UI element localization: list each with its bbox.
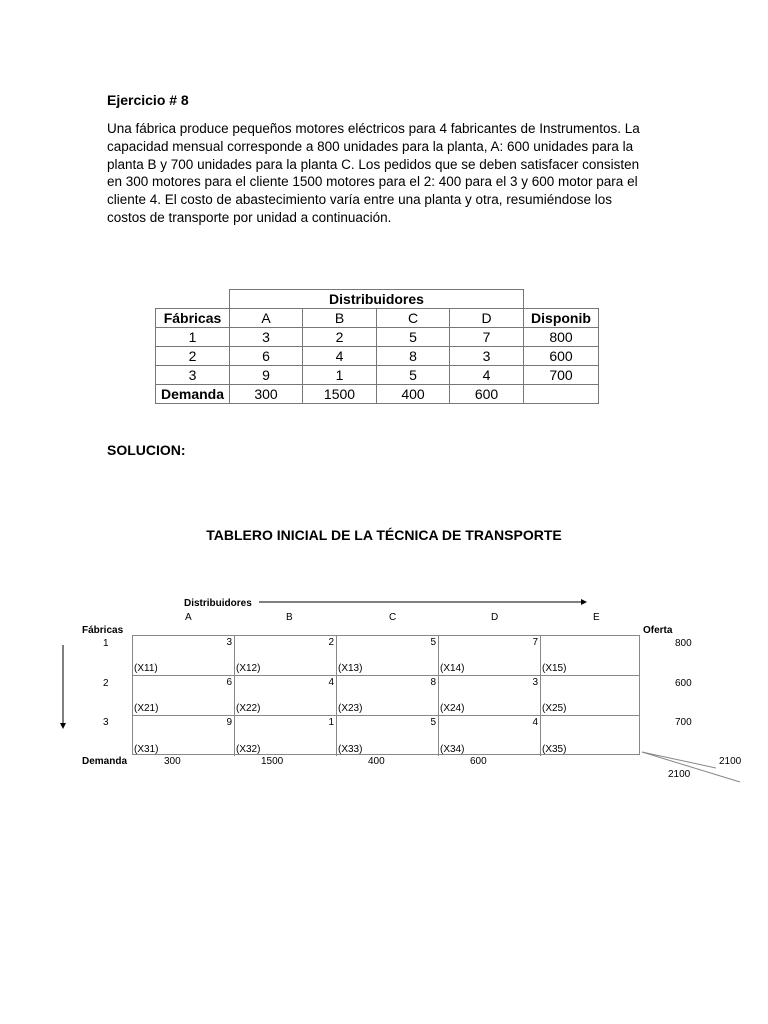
table-cell: 300 bbox=[230, 385, 303, 404]
table-cell bbox=[524, 385, 599, 404]
header-cell: C bbox=[377, 309, 450, 328]
fabricas-arrow-icon bbox=[57, 643, 69, 733]
grid-cell bbox=[235, 716, 337, 756]
variable-label: (X31) bbox=[134, 744, 159, 755]
table-cell: 8 bbox=[377, 347, 450, 366]
table-cell: 4 bbox=[303, 347, 377, 366]
grid-cell bbox=[337, 676, 439, 716]
table-cell: 3 bbox=[230, 328, 303, 347]
cost-table-header-row bbox=[156, 309, 599, 328]
exercise-heading: Ejercicio # 8 bbox=[107, 92, 189, 108]
table-cell: 400 bbox=[377, 385, 450, 404]
table-cell: 7 bbox=[450, 328, 524, 347]
column-header: D bbox=[491, 612, 499, 623]
grid-cell bbox=[439, 716, 541, 756]
table-cell: 600 bbox=[450, 385, 524, 404]
paragraph-line: costos de transporte por unidad a continuación. bbox=[107, 209, 392, 225]
variable-label: (X22) bbox=[236, 703, 261, 714]
table-cell: 800 bbox=[524, 328, 599, 347]
variable-label: (X15) bbox=[542, 663, 567, 674]
cost-value: 5 bbox=[430, 717, 436, 728]
header-cell: D bbox=[450, 309, 524, 328]
demand-value: 300 bbox=[164, 756, 181, 767]
header-cell: A bbox=[230, 309, 303, 328]
cost-value: 4 bbox=[532, 717, 538, 728]
cost-value: 1 bbox=[328, 717, 334, 728]
grid-cell bbox=[439, 636, 541, 676]
variable-label: (X12) bbox=[236, 663, 261, 674]
paragraph-line: planta B y 700 unidades para la planta C. Los pedidos que se deben satisfacer consisten bbox=[107, 156, 640, 172]
grid-cell bbox=[541, 716, 639, 756]
cost-value: 7 bbox=[532, 637, 538, 648]
table-cell: 3 bbox=[450, 347, 524, 366]
cost-value: 2 bbox=[328, 637, 334, 648]
variable-label: (X33) bbox=[338, 744, 363, 755]
header-cell: B bbox=[303, 309, 377, 328]
transport-grid bbox=[132, 635, 640, 755]
variable-label: (X13) bbox=[338, 663, 363, 674]
grid-cell bbox=[235, 676, 337, 716]
cost-value: 8 bbox=[430, 677, 436, 688]
grid-cell bbox=[133, 636, 235, 676]
cost-value: 3 bbox=[532, 677, 538, 688]
variable-label: (X32) bbox=[236, 744, 261, 755]
cost-table bbox=[155, 289, 599, 404]
grid-cell bbox=[541, 636, 639, 676]
table-cell: 5 bbox=[377, 366, 450, 385]
table-cell: 4 bbox=[450, 366, 524, 385]
cost-value: 4 bbox=[328, 677, 334, 688]
table-cell: 3 bbox=[156, 366, 230, 385]
cost-value: 6 bbox=[226, 677, 232, 688]
variable-label: (X35) bbox=[542, 744, 567, 755]
demand-value: 600 bbox=[470, 756, 487, 767]
paragraph-line: capacidad mensual corresponde a 800 unidades para la planta, A: 600 unidades para la bbox=[107, 138, 634, 154]
table-row bbox=[156, 347, 599, 366]
cost-value: 3 bbox=[226, 637, 232, 648]
cost-value: 5 bbox=[430, 637, 436, 648]
group-header-distribuidores: Distribuidores bbox=[230, 290, 524, 309]
grid-cell bbox=[541, 676, 639, 716]
table-cell: 2 bbox=[156, 347, 230, 366]
total-bottom-value: 2100 bbox=[668, 769, 691, 780]
grid-cell bbox=[133, 716, 235, 756]
table-cell: 1 bbox=[156, 328, 230, 347]
distribuidores-arrow-icon bbox=[255, 596, 590, 608]
table-cell: Demanda bbox=[156, 385, 230, 404]
variable-label: (X24) bbox=[440, 703, 465, 714]
board-title: TABLERO INICIAL DE LA TÉCNICA DE TRANSPORTE bbox=[206, 527, 562, 543]
header-cell: Disponib bbox=[524, 309, 599, 328]
variable-label: (X14) bbox=[440, 663, 465, 674]
paragraph-line: en 300 motores para el cliente 1500 motores para el 2: 400 para el 3 y 600 motor para el bbox=[107, 174, 638, 190]
header-cell: Fábricas bbox=[156, 309, 230, 328]
column-header: B bbox=[286, 612, 293, 623]
table-cell: 6 bbox=[230, 347, 303, 366]
total-right-value: 2100 bbox=[719, 756, 742, 767]
column-header: E bbox=[593, 612, 600, 623]
row-label: 3 bbox=[103, 717, 109, 728]
column-header: A bbox=[185, 612, 192, 623]
demand-value: 400 bbox=[368, 756, 385, 767]
oferta-label: Oferta bbox=[643, 625, 673, 636]
solution-label: SOLUCION: bbox=[107, 442, 186, 458]
variable-label: (X25) bbox=[542, 703, 567, 714]
demand-value: 1500 bbox=[261, 756, 284, 767]
table-cell: 2 bbox=[303, 328, 377, 347]
paragraph-line: Una fábrica produce pequeños motores eléctricos para 4 fabricantes de Instrumentos. La bbox=[107, 121, 640, 136]
table-row bbox=[156, 328, 599, 347]
oferta-value: 700 bbox=[675, 717, 692, 728]
fabricas-label: Fábricas bbox=[82, 625, 124, 636]
variable-label: (X23) bbox=[338, 703, 363, 714]
table-cell: 1 bbox=[303, 366, 377, 385]
variable-label: (X34) bbox=[440, 744, 465, 755]
oferta-value: 600 bbox=[675, 678, 692, 689]
cost-value: 9 bbox=[226, 717, 232, 728]
distribuidores-label: Distribuidores bbox=[184, 598, 252, 609]
table-cell: 600 bbox=[524, 347, 599, 366]
table-cell: 9 bbox=[230, 366, 303, 385]
variable-label: (X11) bbox=[134, 663, 158, 674]
paragraph-line: cliente 4. El costo de abastecimiento varía entre una planta y otra, resumiéndose los bbox=[107, 192, 613, 208]
demanda-label: Demanda bbox=[82, 756, 128, 767]
table-row bbox=[156, 366, 599, 385]
table-cell: 1500 bbox=[303, 385, 377, 404]
column-header: C bbox=[389, 612, 397, 623]
table-row-demanda bbox=[156, 385, 599, 404]
row-label: 1 bbox=[103, 638, 109, 649]
grid-cell bbox=[133, 676, 235, 716]
row-label: 2 bbox=[103, 678, 109, 689]
oferta-value: 800 bbox=[675, 638, 692, 649]
table-cell: 5 bbox=[377, 328, 450, 347]
grid-cell bbox=[235, 636, 337, 676]
variable-label: (X21) bbox=[134, 703, 159, 714]
exercise-paragraph bbox=[107, 120, 667, 227]
cost-table-group-row bbox=[156, 290, 599, 309]
grid-cell bbox=[337, 636, 439, 676]
grid-cell bbox=[439, 676, 541, 716]
grid-cell bbox=[337, 716, 439, 756]
table-cell: 700 bbox=[524, 366, 599, 385]
